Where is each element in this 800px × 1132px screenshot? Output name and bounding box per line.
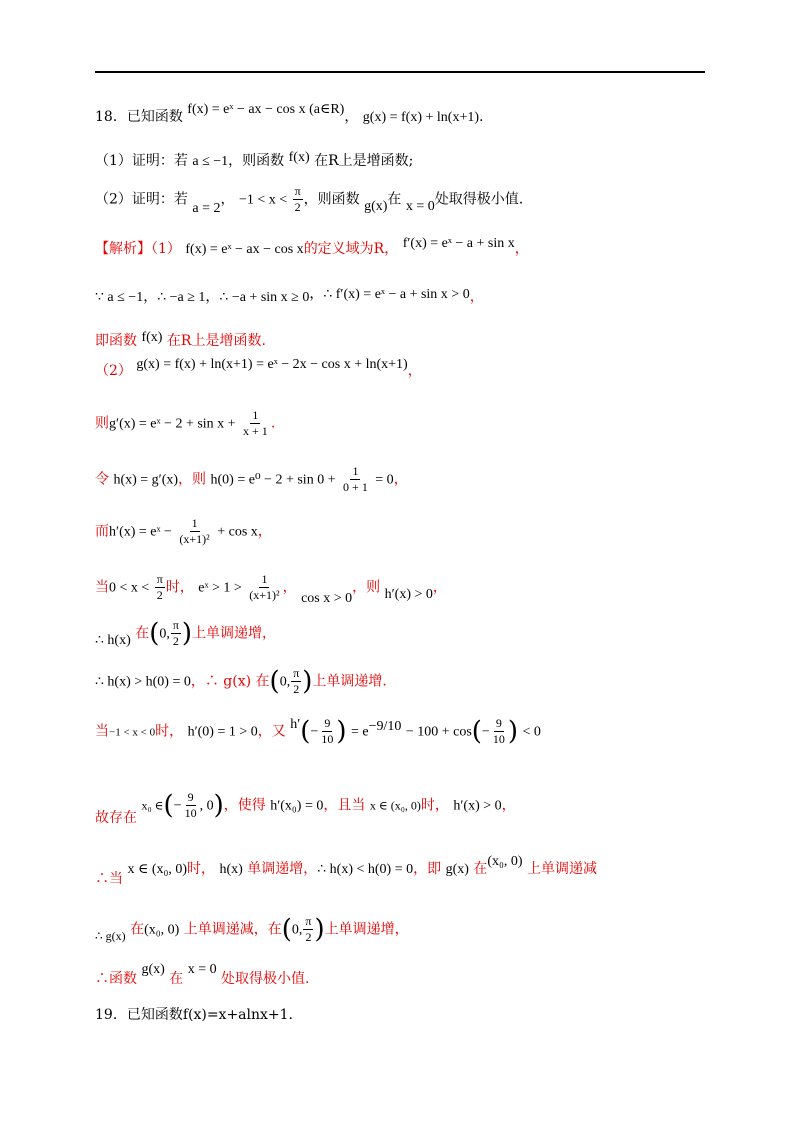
therefore-g: ，∴ g(x)	[190, 673, 252, 690]
question-intro: 已知函数	[126, 109, 183, 125]
solution-part-2-label: （2）	[95, 363, 132, 379]
solution-line-6	[95, 464, 740, 495]
text: 在	[135, 625, 150, 642]
left-paren: (	[281, 914, 292, 945]
solution-line-8	[95, 572, 740, 606]
text: 在R上是增函数.	[166, 333, 266, 349]
left-paren: (	[269, 666, 280, 697]
part-1-claim: 在R上是增函数;	[314, 153, 414, 169]
text: 而	[95, 523, 109, 540]
f-function: f(x)	[141, 330, 163, 345]
solution-line-12	[95, 790, 740, 826]
fraction: $\frac{9}{10}$	[492, 716, 505, 746]
h-less: ∴ h(x) < h(0) = 0	[317, 862, 414, 877]
solution-line-9	[95, 618, 740, 649]
h-function: h(x)	[219, 862, 243, 877]
h-prime-x0: h′(x₀) = 0	[270, 798, 324, 814]
part-1-function: f(x)	[288, 150, 310, 165]
x0-interval: (x₀, 0)	[487, 854, 523, 869]
text: 单调递增，	[247, 861, 318, 877]
text: 即函数	[95, 333, 137, 349]
exponent: −9/10	[368, 718, 402, 734]
comma: ，	[514, 241, 529, 257]
therefore-g: ∴ g(x)	[95, 928, 126, 943]
solution-line-5	[95, 408, 740, 439]
left-paren: (	[471, 716, 482, 747]
text: 则	[95, 415, 109, 432]
equals-e: = e	[350, 724, 369, 740]
right-paren: )	[181, 618, 193, 649]
text: 上单调递增，	[192, 625, 277, 642]
text: 时，	[420, 797, 449, 814]
minus-sign: −	[310, 724, 319, 740]
g-function: g(x)	[141, 962, 165, 977]
question-number: 18．	[95, 109, 127, 125]
left-paren: (	[163, 790, 174, 821]
comma: ，	[393, 471, 408, 488]
text: 在	[473, 861, 488, 877]
math-step-a: ∵ a ≤ −1	[95, 290, 144, 305]
f-definition: f(x) = eˣ − ax − cos x (a∈R)	[187, 102, 345, 117]
solution-line-13	[95, 854, 740, 887]
interval-start: 0,	[279, 674, 291, 690]
fraction: $\frac{1}{\text{(x+1)²}}$	[249, 572, 280, 602]
solution-line-3	[95, 330, 740, 350]
text: 时，	[187, 861, 216, 877]
text: 上单调递减，在	[183, 921, 282, 938]
text: 上单调递增.	[312, 673, 387, 690]
fraction: $\frac{1}{\text{(x+1)²}}$	[179, 516, 210, 546]
right-paren: )	[314, 914, 325, 945]
solution-line-7	[95, 516, 740, 547]
part-1-label: （1）证明：若	[95, 153, 188, 169]
comma: ，	[432, 579, 447, 596]
text: 上单调递增，	[324, 921, 409, 938]
fraction: $\frac{9}{10}$	[321, 716, 334, 746]
fraction: $\frac{1}{0 + 1}$	[343, 464, 368, 494]
g-prime-expression: g′(x) = eˣ − 2 + sin x +	[109, 416, 236, 432]
math-step-c: ，∴ −a + sin x ≥ 0	[205, 290, 310, 305]
text: ，即	[413, 861, 442, 877]
solution-tag: 【解析】	[95, 241, 151, 257]
comma: ，	[407, 363, 422, 379]
text: 当	[95, 723, 109, 740]
part-2-condition-x: −1 < x <	[238, 192, 288, 208]
therefore-h: ∴ h(x)	[95, 632, 131, 648]
g-function: g(x)	[445, 862, 469, 877]
right-paren: )	[507, 716, 518, 747]
part-2-point: x = 0	[405, 198, 435, 214]
fraction: $\frac{\pi}{2}$	[305, 914, 312, 944]
math-step-b: ，∴ −a ≥ 1	[143, 290, 206, 305]
h-zero-expression: h(0) = e⁰ − 2 + sin 0 +	[210, 472, 336, 488]
period: .	[479, 109, 484, 125]
period: .	[270, 415, 276, 432]
solution-line-4	[95, 357, 740, 380]
text: ，且当	[323, 797, 366, 814]
comma: ，	[501, 797, 516, 814]
cos-term: − 100 + cos	[405, 724, 472, 740]
question-part-2	[95, 184, 740, 215]
right-paren: )	[213, 790, 224, 821]
fraction: $\frac{\pi}{2}$	[293, 666, 300, 696]
left-paren: (	[149, 618, 160, 649]
fraction: $\frac{1}{x + 1}$	[243, 408, 268, 438]
interval-start: 0,	[159, 626, 170, 642]
h-prime-zero: h′(0) = 1 > 0	[187, 724, 258, 740]
text: 当	[95, 579, 109, 596]
part-2-claim: 处取得极小值.	[434, 191, 524, 208]
text: 故存在	[95, 809, 137, 826]
h-definition: h(x) = g′(x)	[113, 472, 179, 488]
text: ，则	[352, 579, 381, 596]
question-part-1	[95, 150, 740, 170]
less-than-zero: < 0	[522, 724, 541, 740]
text: ，则	[178, 471, 207, 488]
comma: ，	[257, 523, 272, 540]
part-2-at: 在	[387, 191, 402, 208]
comma: ，	[469, 289, 484, 305]
solution-line-10	[95, 666, 740, 697]
part-2-label: （2）证明：若	[95, 191, 188, 208]
text: 时，	[165, 579, 194, 596]
minus-sign: −	[173, 798, 182, 814]
part-1-text: ，则函数	[228, 153, 285, 169]
text: ∴当	[95, 871, 123, 887]
h-greater: ∴ h(x) > h(0) = 0	[95, 674, 191, 690]
text: ，使得	[223, 797, 266, 814]
h-prime-expression: h′(x) = eˣ −	[109, 524, 172, 540]
f-expression: f(x) = eˣ − ax − cos x	[185, 242, 304, 257]
separator: ，	[344, 109, 359, 125]
g-expansion: g(x) = f(x) + ln(x+1) = eˣ − 2x − cos x + ln(x+1)	[136, 357, 408, 372]
text: 处取得极小值.	[221, 971, 310, 987]
text: 在	[130, 921, 145, 938]
part-2-function: g(x)	[364, 198, 388, 214]
separator: ，	[220, 191, 235, 208]
g-definition: g(x) = f(x) + ln(x+1)	[362, 110, 480, 125]
x0-interval: (x₀, 0)	[144, 922, 180, 938]
math-step-d: ，∴ f′(x) = eˣ − a + sin x > 0	[309, 287, 470, 302]
question-18	[95, 102, 740, 126]
f-prime-expression: f′(x) = eˣ − a + sin x	[402, 236, 515, 251]
solution-line-15	[95, 958, 740, 987]
equals-zero: = 0	[375, 472, 394, 488]
left-paren: (	[300, 716, 311, 747]
text: 令	[95, 471, 109, 488]
cos-term: + cos x	[217, 524, 258, 540]
header-rule	[95, 71, 705, 73]
interval: −1 < x < 0	[109, 726, 156, 739]
solution-line-2	[95, 286, 740, 306]
domain-text: 的定义域为R，	[303, 241, 399, 257]
text: 在	[169, 971, 184, 987]
x-interval: x ∈ (x₀, 0)	[369, 798, 421, 813]
x-interval: x ∈ (x₀, 0)	[127, 862, 188, 877]
text: 时，	[155, 723, 184, 740]
text: 上单调递减	[527, 861, 598, 877]
text: ∴函数	[95, 971, 137, 987]
right-paren: )	[336, 716, 347, 747]
h-prime-positive: h′(x) > 0	[384, 586, 433, 602]
interval-start: 0,	[291, 922, 303, 938]
solution-line-1	[95, 238, 740, 258]
interval-end: , 0	[199, 798, 214, 814]
cos-positive: cos x > 0	[301, 590, 353, 606]
pi-over-2-fraction: $\frac{\pi}{2}$	[294, 184, 301, 214]
text: ，又	[257, 723, 286, 740]
fraction: $\frac{\pi}{2}$	[172, 618, 179, 648]
part-2-condition-a: a = 2	[192, 200, 221, 216]
interval: 0 < x <	[109, 580, 150, 596]
x0-in: x₀ ∈	[141, 798, 164, 813]
question-19: 19．已知函数f(x)=x+alnx+1.	[95, 1007, 293, 1023]
minus-sign: −	[481, 724, 490, 740]
h-prime-label: h′	[290, 716, 301, 732]
solution-part-1-label: （1）	[151, 241, 181, 257]
right-paren: )	[302, 666, 313, 697]
fraction: $\frac{9}{10}$	[184, 790, 197, 820]
part-1-condition: a ≤ −1	[192, 154, 229, 169]
solution-line-11	[95, 716, 740, 747]
h-prime-positive: h′(x) > 0	[453, 798, 502, 814]
text: 在	[255, 673, 270, 690]
part-2-text: ，则函数	[303, 191, 360, 208]
fraction: $\frac{\pi}{2}$	[156, 572, 163, 602]
point: x = 0	[187, 962, 217, 977]
comma: ，	[282, 579, 297, 596]
solution-line-14	[95, 914, 740, 945]
inequality: eˣ > 1 >	[198, 580, 242, 596]
